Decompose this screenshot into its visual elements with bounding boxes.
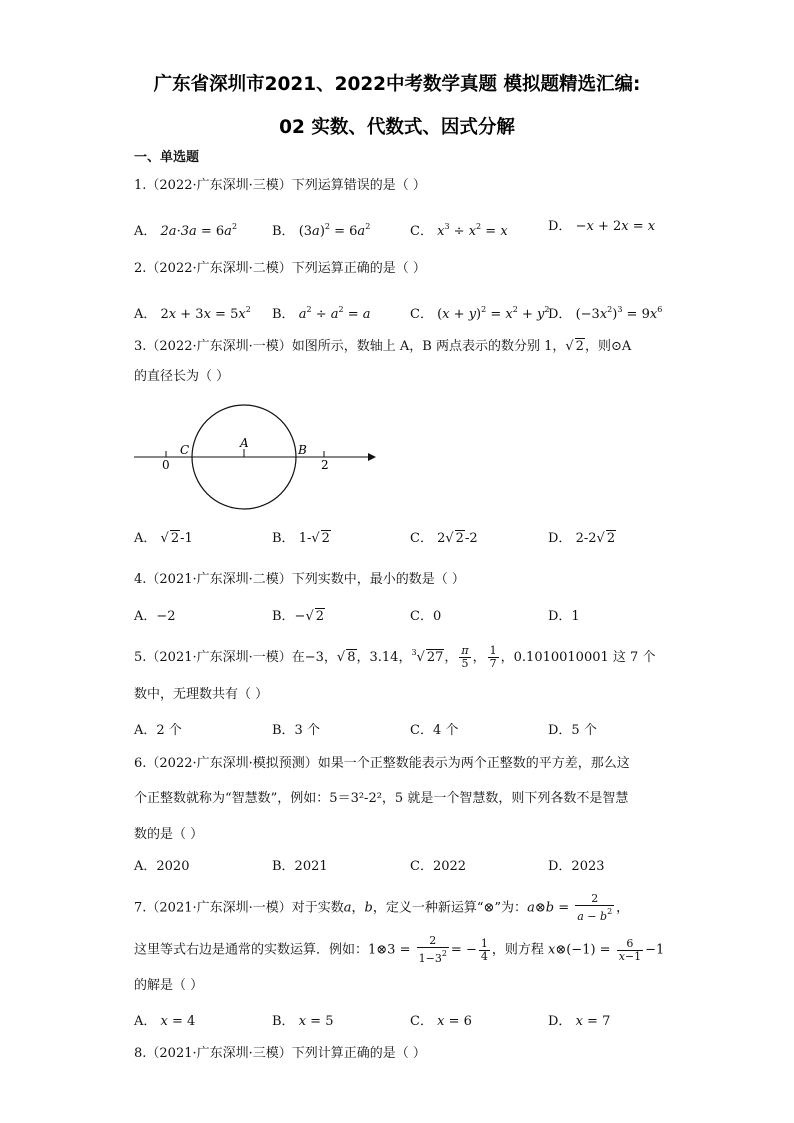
question-5-stem: 5.（2021·广东深圳·一模）在−3，√ 8，3.14，$^3$√ 27， $\frac{\pi}{5}$ ， $\frac{1}{7}$ ，0.1010010001 这 7 个 <box>134 644 656 670</box>
fraction-1-4: $\frac{1}{4}$ <box>480 936 488 963</box>
q4-option-c: C．0 <box>410 609 442 624</box>
q5-option-c: C．4 个 <box>410 723 459 738</box>
question-3-stem-cont: 的直径长为（ ） <box>134 369 230 384</box>
fraction-2-1-minus-3sq: $\frac{2}{1-3^2}$ <box>418 934 447 965</box>
q5-option-d: D．5 个 <box>548 723 597 738</box>
question-6-stem: 6.（2022·广东深圳·模拟预测）如果一个正整数能表示为两个正整数的平方差，那么这 <box>134 756 630 771</box>
question-7-stem-end: 的解是（ ） <box>134 978 204 993</box>
fraction-1-7: $\frac{1}{7}$ <box>489 644 497 670</box>
q3-option-a: A． √ 2-1 <box>134 531 193 546</box>
fraction-2-a-minus-b2: $\frac{2}{a - b^2}$ <box>577 892 613 923</box>
question-6-stem-cont: 个正整数就称为“智慧数”，例如：5＝3²-2²，5 就是一个智慧数，则下列各数不是智慧 <box>134 791 629 806</box>
question-7-stem-cont: 这里等式右边是通常的实数运算．例如：1⊗3 = $\frac{2}{1-3^2}$ = − $\frac{1}{4}$ ，则方程 x⊗(−1) = $\frac{6}{x-1}$ −1 <box>134 934 665 965</box>
q4-option-b: B．−√ 2 <box>272 609 325 624</box>
label-0: 0 <box>162 458 170 472</box>
q7-option-c: C． x = 6 <box>410 1014 472 1029</box>
question-5-stem-cont: 数中，无理数共有（ ） <box>134 687 269 702</box>
q1-option-d: D． −x + 2x = x <box>548 219 656 234</box>
q3-option-d: D． 2-2√ 2 <box>548 531 616 546</box>
question-1-stem: 1.（2022·广东深圳·三模）下列运算错误的是（ ） <box>134 178 426 193</box>
question-3-stem: 3.（2022·广东深圳·一模）如图所示，数轴上 A，B 两点表示的数分别 1，√ 2，则⊙A <box>134 339 632 354</box>
q3-option-b: B． 1-√ 2 <box>272 531 330 546</box>
q7-option-b: B． x = 5 <box>272 1014 334 1029</box>
q5-option-b: B．3 个 <box>272 723 320 738</box>
q5-option-a: A．2 个 <box>134 723 182 738</box>
question-7-stem: 7.（2021·广东深圳·一模）对于实数a，b，定义一种新运算“⊗”为：a⊗b = $\frac{2}{a - b^2}$ ， <box>134 892 630 923</box>
q2-option-b: B． $a^2 \div a^2 = a$ <box>272 305 371 322</box>
label-2: 2 <box>321 458 329 472</box>
number-line-diagram <box>132 400 382 512</box>
fraction-6-x-minus-1: $\frac{6}{x-1}$ <box>618 936 642 963</box>
label-a: A <box>240 436 249 450</box>
q1-option-a: A． $2a\cdot 3a = 6a^2$ <box>134 222 238 239</box>
q6-option-a: A．2020 <box>134 859 190 874</box>
label-c: C <box>180 443 190 457</box>
q6-option-c: C．2022 <box>410 859 467 874</box>
q7-option-d: D． x = 7 <box>548 1014 611 1029</box>
q6-option-d: D．2023 <box>548 859 605 874</box>
q2-option-d: D． $(-3x^2)^3 = 9x^6$ <box>548 305 663 322</box>
question-6-stem-end: 数的是（ ） <box>134 827 204 842</box>
q4-option-a: A．−2 <box>134 609 176 624</box>
question-4-stem: 4.（2021·广东深圳·二模）下列实数中，最小的数是（ ） <box>134 572 465 587</box>
section-heading: 一、单选题 <box>134 150 200 165</box>
page-subtitle: 02 实数、代数式、因式分解 <box>279 117 515 138</box>
q2-option-c: C． $(x + y)^2 = x^2 + y^2$ <box>410 305 550 322</box>
question-8-stem: 8.（2021·广东深圳·三模）下列计算正确的是（ ） <box>134 1046 426 1061</box>
question-2-stem: 2.（2022·广东深圳·二模）下列运算正确的是（ ） <box>134 261 426 276</box>
page-title: 广东省深圳市2021、2022中考数学真题 模拟题精选汇编: <box>153 74 641 95</box>
q1-option-b: B． $(3a)^2 = 6a^2$ <box>272 222 371 239</box>
q7-option-a: A． x = 4 <box>134 1014 196 1029</box>
q6-option-b: B．2021 <box>272 859 328 874</box>
arrow-head-icon <box>368 453 376 461</box>
q1-option-c: C． $x^3 \div x^2 = x$ <box>410 222 508 239</box>
fraction-pi-5: $\frac{\pi}{5}$ <box>461 644 469 670</box>
label-b: B <box>298 443 307 457</box>
q3-option-c: C． 2√ 2-2 <box>410 531 478 546</box>
q2-option-a: A． $2x + 3x = 5x^2$ <box>134 305 251 322</box>
q4-option-d: D．1 <box>548 609 580 624</box>
